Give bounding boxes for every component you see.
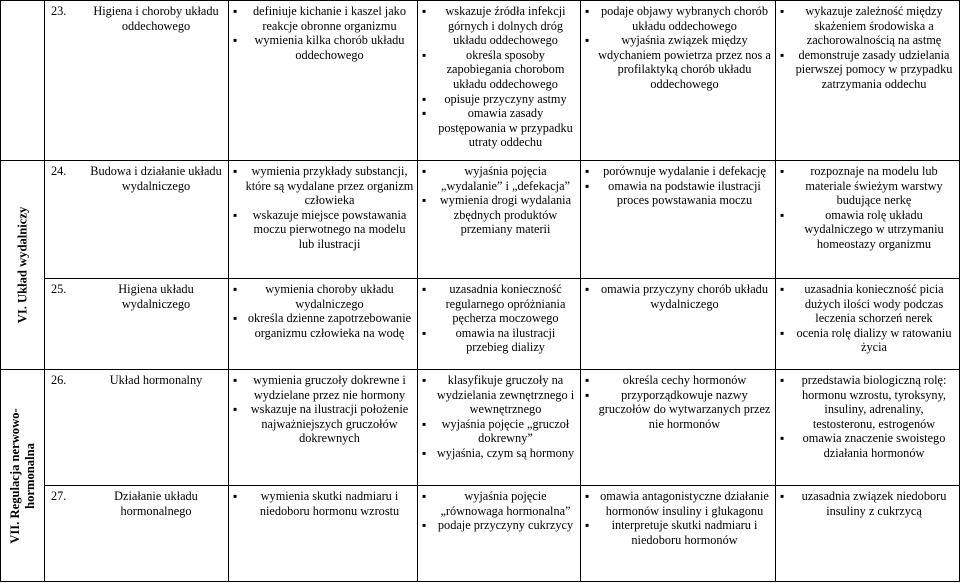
topic-cell bbox=[45, 279, 229, 370]
requirements-cell bbox=[418, 486, 581, 582]
requirements-cell bbox=[581, 1, 776, 161]
requirement-list bbox=[780, 373, 956, 461]
requirement-item: ▪ omawia na podstawie ilustracji proces powstawania moczu bbox=[585, 179, 772, 208]
requirement-list bbox=[422, 373, 577, 461]
requirement-item: ▪ wyjaśnia związek między wdychaniem powietrza przez nos a profilaktyką chorób układu oddechowego bbox=[585, 33, 772, 91]
requirement-item: ▪ wymienia drogi wydalania zbędnych produktów przemiany materii bbox=[422, 193, 577, 237]
requirements-cell bbox=[418, 370, 581, 486]
requirement-item: ▪ podaje objawy wybranych chorób układu oddechowego bbox=[585, 4, 772, 33]
section-title: VII. Regulacja nerwowo- hormonalna bbox=[7, 407, 37, 544]
requirement-item: ▪ wymienia skutki nadmiaru i niedoboru hormonu wzrostu bbox=[233, 489, 414, 518]
requirements-cell bbox=[418, 161, 581, 279]
requirement-list bbox=[780, 282, 956, 355]
topic-number: 23. bbox=[51, 4, 67, 18]
requirement-item: ▪ opisuje przyczyny astmy bbox=[422, 92, 577, 107]
requirements-cell bbox=[776, 486, 960, 582]
section-cell bbox=[1, 1, 45, 161]
requirement-list bbox=[585, 489, 772, 547]
requirement-item: ▪ rozpoznaje na modelu lub materiale świeżym warstwy budujące nerkę bbox=[780, 164, 956, 208]
requirements-cell bbox=[229, 1, 418, 161]
requirement-item: ▪ definiuje kichanie i kaszel jako reakcje obronne organizmu bbox=[233, 4, 414, 33]
requirement-list bbox=[585, 373, 772, 431]
requirement-list bbox=[233, 282, 414, 340]
requirement-item: ▪ określa dzienne zapotrzebowanie organizmu człowieka na wodę bbox=[233, 311, 414, 340]
requirement-item: ▪ określa sposoby zapobiegania chorobom układu oddechowego bbox=[422, 48, 577, 92]
requirement-list bbox=[233, 4, 414, 62]
table-row bbox=[1, 279, 960, 370]
requirement-list bbox=[233, 164, 414, 252]
requirement-item: ▪ uzasadnia konieczność picia dużych ilości wody podczas leczenia schorzeń nerek bbox=[780, 282, 956, 326]
requirement-item: ▪ omawia zasady postępowania w przypadku utraty oddechu bbox=[422, 106, 577, 150]
requirement-item: ▪ określa cechy hormonów bbox=[585, 373, 772, 388]
requirement-item: ▪ demonstruje zasady udzielania pierwszej pomocy w przypadku zatrzymania oddechu bbox=[780, 48, 956, 92]
requirement-item: ▪ wykazuje zależność między skażeniem środowiska a zachorowalnością na astmę bbox=[780, 4, 956, 48]
topic-name: Układ hormonalny bbox=[109, 373, 203, 387]
requirement-list bbox=[585, 282, 772, 311]
table-row bbox=[1, 161, 960, 279]
requirements-cell bbox=[581, 486, 776, 582]
requirements-cell bbox=[581, 370, 776, 486]
requirement-item: ▪ porównuje wydalanie i defekację bbox=[585, 164, 772, 179]
requirements-cell bbox=[581, 279, 776, 370]
requirement-item: ▪ wyjaśnia pojęcia „wydalanie” i „defekacja” bbox=[422, 164, 577, 193]
requirements-cell bbox=[776, 161, 960, 279]
requirement-item: ▪ omawia rolę układu wydalniczego w utrzymaniu homeostazy organizmu bbox=[780, 208, 956, 252]
requirements-cell bbox=[229, 370, 418, 486]
requirement-item: ▪ omawia antagonistyczne działanie hormonów insuliny i glukagonu bbox=[585, 489, 772, 518]
section-cell bbox=[1, 161, 45, 370]
requirement-item: ▪ ocenia rolę dializy w ratowaniu życia bbox=[780, 326, 956, 355]
requirement-item: ▪ wymienia choroby układu wydalniczego bbox=[233, 282, 414, 311]
requirements-cell bbox=[229, 486, 418, 582]
topic-cell bbox=[45, 370, 229, 486]
requirement-item: ▪ uzasadnia związek niedoboru insuliny z cukrzycą bbox=[780, 489, 956, 518]
table-row bbox=[1, 486, 960, 582]
requirement-item: ▪ wyjaśnia, czym są hormony bbox=[422, 446, 577, 461]
requirement-list bbox=[780, 164, 956, 252]
section-cell bbox=[1, 370, 45, 582]
requirement-item: ▪ wymienia przykłady substancji, które są wydalane przez organizm człowieka bbox=[233, 164, 414, 208]
requirement-list bbox=[780, 489, 956, 518]
requirement-item: ▪ wyjaśnia pojęcie „gruczoł dokrewny” bbox=[422, 417, 577, 446]
topic-cell bbox=[45, 161, 229, 279]
requirement-item: ▪ omawia znaczenie swoistego działania hormonów bbox=[780, 431, 956, 460]
topic-cell bbox=[45, 486, 229, 582]
topic-number: 25. bbox=[51, 282, 67, 296]
requirement-item: ▪ interpretuje skutki nadmiaru i niedoboru hormonów bbox=[585, 518, 772, 547]
requirement-item: ▪ wymienia gruczoły dokrewne i wydzielane przez nie hormony bbox=[233, 373, 414, 402]
requirements-cell bbox=[776, 370, 960, 486]
section-title: VI. Układ wydalniczy bbox=[15, 206, 29, 324]
requirement-item: ▪ przyporządkowuje nazwy gruczołów do wytwarzanych przez nie hormonów bbox=[585, 388, 772, 432]
requirement-list bbox=[422, 282, 577, 355]
requirement-item: ▪ podaje przyczyny cukrzycy bbox=[422, 518, 577, 533]
requirement-item: ▪ wskazuje źródła infekcji górnych i dolnych dróg układu oddechowego bbox=[422, 4, 577, 48]
requirements-cell bbox=[418, 1, 581, 161]
requirement-list bbox=[422, 489, 577, 533]
requirement-item: ▪ wyjaśnia pojęcie „równowaga hormonalna” bbox=[422, 489, 577, 518]
requirements-cell bbox=[418, 279, 581, 370]
requirement-item: ▪ przedstawia biologiczną rolę: hormonu wzrostu, tyroksyny, insuliny, adrenaliny, testosteronu, estrogenów bbox=[780, 373, 956, 431]
requirement-item: ▪ wymienia kilka chorób układu oddechowego bbox=[233, 33, 414, 62]
requirements-cell bbox=[229, 161, 418, 279]
requirement-list bbox=[585, 4, 772, 92]
requirement-item: ▪ uzasadnia konieczność regularnego opróżniania pęcherza moczowego bbox=[422, 282, 577, 326]
topic-name: Higiena i choroby układu oddechowego bbox=[93, 4, 219, 33]
topic-name: Działanie układu hormonalnego bbox=[114, 489, 198, 518]
requirement-item: ▪ wskazuje na ilustracji położenie najważniejszych gruczołów dokrewnych bbox=[233, 402, 414, 446]
topic-name: Higiena układu wydalniczego bbox=[118, 282, 194, 311]
topic-cell bbox=[45, 1, 229, 161]
table-row bbox=[1, 370, 960, 486]
table-row bbox=[1, 1, 960, 161]
requirements-cell bbox=[776, 279, 960, 370]
requirements-cell bbox=[229, 279, 418, 370]
requirement-list bbox=[780, 4, 956, 92]
topic-number: 26. bbox=[51, 373, 67, 387]
requirement-item: ▪ klasyfikuje gruczoły na wydzielania zewnętrznego i wewnętrznego bbox=[422, 373, 577, 417]
requirement-item: ▪ omawia na ilustracji przebieg dializy bbox=[422, 326, 577, 355]
requirement-item: ▪ omawia przyczyny chorób układu wydalniczego bbox=[585, 282, 772, 311]
requirement-list bbox=[233, 373, 414, 446]
requirement-list bbox=[422, 164, 577, 237]
requirement-item: ▪ wskazuje miejsce powstawania moczu pierwotnego na modelu lub ilustracji bbox=[233, 208, 414, 252]
requirement-list bbox=[233, 489, 414, 518]
requirements-cell bbox=[776, 1, 960, 161]
topic-number: 27. bbox=[51, 489, 67, 503]
requirements-cell bbox=[581, 161, 776, 279]
requirement-list bbox=[422, 4, 577, 150]
topic-name: Budowa i działanie układu wydalniczego bbox=[90, 164, 222, 193]
requirement-list bbox=[585, 164, 772, 208]
topic-number: 24. bbox=[51, 164, 67, 178]
